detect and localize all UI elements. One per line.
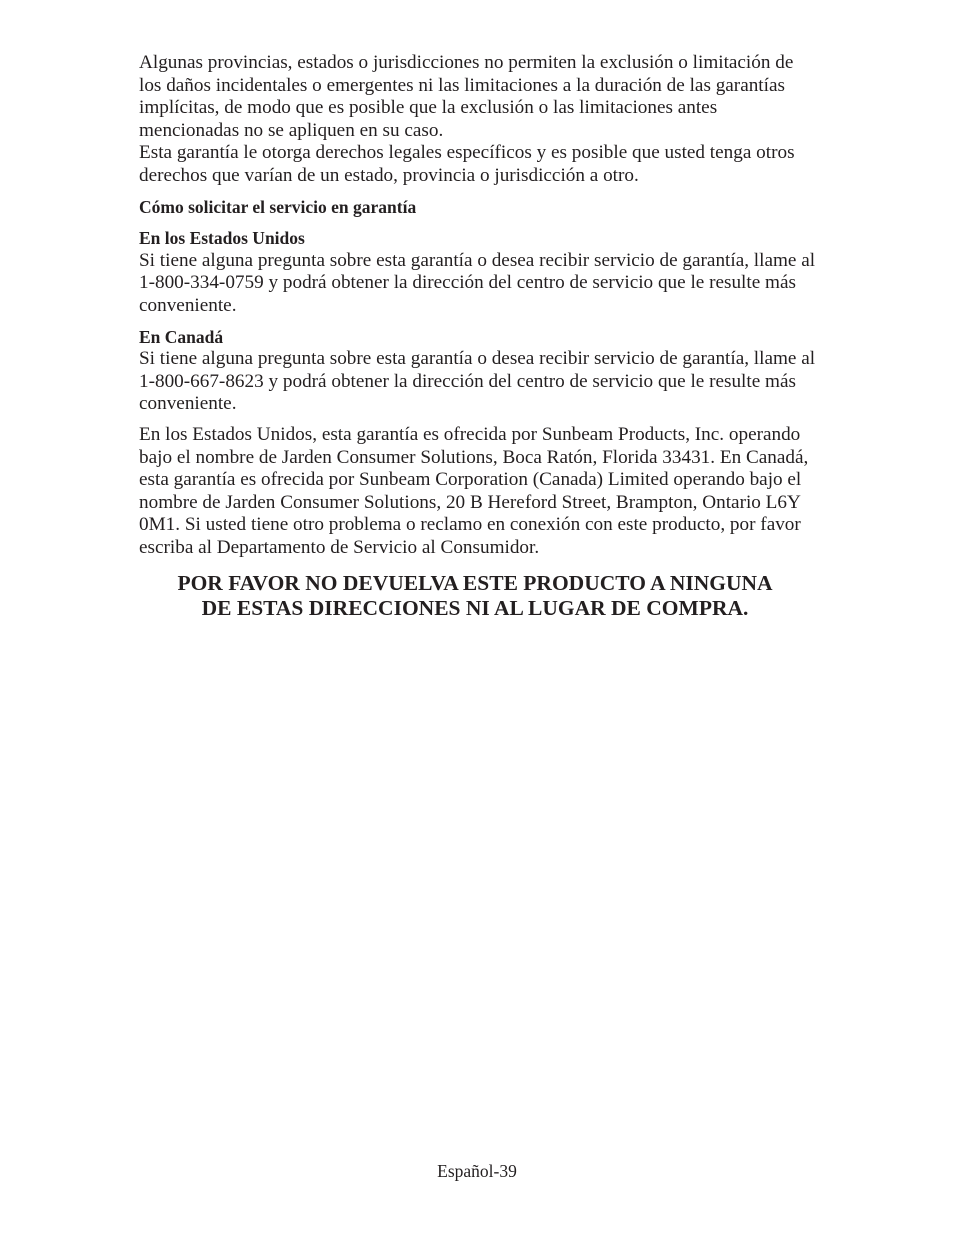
warranty-service-heading: Cómo solicitar el servicio en garantía: [139, 196, 417, 217]
notice-line-1: POR FAVOR NO DEVUELVA ESTE PRODUCTO A NINGUNA: [177, 571, 773, 596]
page-number: Español-39: [437, 1161, 517, 1181]
notice-line-2: DE ESTAS DIRECCIONES NI AL LUGAR DE COMPRA.: [201, 595, 749, 620]
warranty-offered-by-paragraph: En los Estados Unidos, esta garantía es ofrecida por Sunbeam Products, Inc. operando bajo el nombre de Jarden Consumer Solutions, Boca Ratón, Florida 33431. En Canadá, esta garantía es ofrecida por Sunbeam Corporation (Canada) Limited operando bajo el nombre de Jarden Consumer Solutions, 20 B Hereford Street, Brampton, Ontario L6Y 0M1. Si usted tiene otro problema o reclamo en conexión con este producto, por favor escriba al Departamento de Servicio al Consumidor.: [139, 423, 809, 558]
limitations-paragraph: Algunas provincias, estados o jurisdicciones no permiten la exclusión o limitación de los daños incidentales o emergentes ni las limitaciones a la duración de las garantías implícitas, de modo que es posible que la exclusión o las limitaciones antes mencionadas no se apliquen en su caso.: [139, 52, 794, 141]
canada-heading: En Canadá: [139, 326, 224, 347]
canada-service-text: Si tiene alguna pregunta sobre esta garantía o desea recibir servicio de garantía, llame al 1-800-667-8623 y podrá obtener la dirección del centro de servicio que le resulte más conveniente.: [139, 348, 816, 415]
us-service-text: Si tiene alguna pregunta sobre esta garantía o desea recibir servicio de garantía, llame al 1-800-334-0759 y podrá obtener la dirección del centro de servicio que le resulte más conveniente.: [139, 249, 816, 316]
us-heading: En los Estados Unidos: [139, 228, 305, 249]
legal-rights-paragraph: Esta garantía le otorga derechos legales específicos y es posible que usted tenga otros derechos que varían de un estado, provincia o jurisdicción a otro.: [139, 142, 795, 186]
document-body: [139, 52, 819, 620]
do-not-return-notice: [145, 571, 805, 620]
